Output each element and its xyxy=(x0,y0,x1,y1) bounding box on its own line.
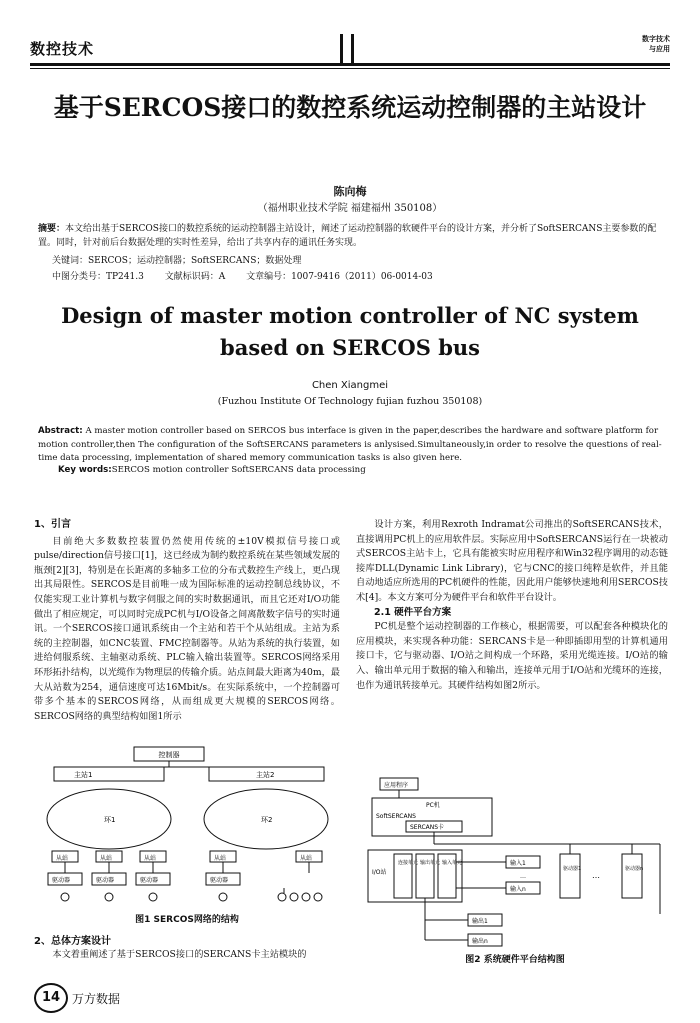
fig1-slave-label: 从站 xyxy=(214,855,227,862)
figure1-caption: 图1 SERCOS网络的结构 xyxy=(135,915,239,925)
fig2-io-label: I/O站 xyxy=(372,869,387,876)
fig1-driver-label: 驱动器 xyxy=(140,877,159,884)
subsection-2-1-heading: 2.1 硬件平台方案 xyxy=(374,606,452,618)
logo-line-2: 与应用 xyxy=(649,45,670,53)
header-bars-decoration xyxy=(340,34,354,64)
fig2-io-box xyxy=(368,850,462,902)
right-paragraph-2: PC机是整个运动控制器的工作核心，根据需要，可以配套各种模块化的应用模块，来实现各种功能：SERCANS卡是一种即插即用型的计算机通用接口卡，它与驱动器、I/O站之间构成一个环路，采用光缆连接。I/O站的输入、输出单元用于数据的输入和输出，连接单元用于I/O站和光缆环的连接，也作为通讯转接单元。其硬件结构如图2所示。 xyxy=(356,621,668,691)
fig1-master1-label: 主站1 xyxy=(74,771,93,779)
abstract-en xyxy=(38,425,664,466)
paper-title-cn: 基于SERCOS接口的数控系统运动控制器的主站设计 xyxy=(53,93,647,122)
left-column xyxy=(34,518,340,724)
fig1-driver-label: 驱动器 xyxy=(96,877,115,884)
fig2-app-label: 应用程序 xyxy=(384,782,409,789)
fig2-out-unit-label: 输出单元 xyxy=(420,860,441,866)
fig1-driver-label: 驱动器 xyxy=(52,877,71,884)
paper-title-en: Design of master motion controller of NC system based on SERCOS bus xyxy=(61,303,639,360)
figure1-sercos-network xyxy=(34,738,340,928)
keywords-cn-text: SERCOS；运动控制器；SoftSERCANS；数据处理 xyxy=(88,256,302,266)
fig1-ring2-label: 环2 xyxy=(261,816,273,824)
clc-number: 中图分类号：TP241.3 xyxy=(52,272,144,282)
fig1-controller-label: 控制器 xyxy=(158,751,180,759)
logo-line-1: 数字技术 xyxy=(642,35,670,43)
fig1-slave-label: 从站 xyxy=(56,855,69,862)
figure2-hardware-platform xyxy=(360,774,670,954)
journal-logo xyxy=(612,34,670,64)
fig2-drv1-label: 驱动器1 xyxy=(563,866,582,872)
affiliation-cn: （福州职业技术学院 福建福州 350108） xyxy=(257,203,443,214)
keywords-cn-label: 关键词： xyxy=(52,256,89,266)
section1-heading: 1、引言 xyxy=(34,519,71,530)
author-en: Chen Xiangmei xyxy=(311,380,389,391)
fig1-ring1-label: 环1 xyxy=(104,816,116,824)
header-rule-thin xyxy=(30,68,670,69)
fig2-outn-label: 输出n xyxy=(472,938,488,945)
fig2-hdots: … xyxy=(592,871,600,880)
article-number: 文章编号：1007-9416（2011）06-0014-03 xyxy=(246,272,433,282)
fig2-in1-label: 输入1 xyxy=(510,860,526,867)
fig1-master1-box xyxy=(54,767,164,781)
fig1-master2-label: 主站2 xyxy=(256,771,275,779)
fig2-soft-label: SoftSERCANS xyxy=(376,813,416,820)
keywords-en-text: SERCOS motion controller SoftSERCANS data processing xyxy=(111,465,366,475)
abstract-en-label: Abstract: xyxy=(38,426,83,436)
fig1-slave-label: 从站 xyxy=(144,855,157,862)
right-column xyxy=(356,518,668,693)
keywords-en-label: Key words: xyxy=(58,465,112,475)
fig2-drvn-box xyxy=(622,854,642,898)
page-number: 14 xyxy=(34,983,68,1013)
fig2-drv1-box xyxy=(560,854,580,898)
keywords-en xyxy=(58,465,366,475)
affiliation-en: (Fuzhou Institute Of Technology fujian fuzhou 350108) xyxy=(217,396,483,407)
fig2-in-unit-label: 输入单元 xyxy=(442,860,463,866)
right-paragraph-1: 设计方案，利用Rexroth Indramat公司推出的SoftSERCANS技术，直接调用PC机上的应用软件层。实际应用中SoftSERCANS运行在一块被动式SERCOS主站卡上，它具有能被实时应用程序和Win32程序调用的动态链接库DLL(Dynamic Link Library)，它与CNC的接口纯粹是软件，并且能自动地适应所选用的PC机硬件的性能，因此用户能够快速地利用SERCOS技术[4]。本文方案可分为硬件平台和软件平台设计。 xyxy=(356,519,668,603)
abstract-cn-label: 摘要： xyxy=(38,224,66,234)
abstract-en-text: A master motion controller based on SERCOS bus interface is given in the paper,describes the hardware and software platform for motion controller,then The configuration of the SoftSERCANS parameters is anlysised.Simultaneously,in order to resolve the questions of real-time data processing, implementation of shared memory communication tasks is also given here. xyxy=(38,426,662,463)
fig2-card-label: SERCANS卡 xyxy=(410,824,445,831)
fig2-vdots: … xyxy=(520,873,526,880)
keywords-cn xyxy=(52,253,301,266)
document-code: 文献标识码：A xyxy=(164,272,226,282)
fig2-out1-label: 输出1 xyxy=(472,918,488,925)
section1-paragraph: 目前绝大多数数控装置仍然使用传统的±10V模拟信号接口或pulse/direction信号接口[1]，这已经成为制约数控系统在某些领域发展的瓶颈[2][3]，特别是在长距离的多轴多工位的分布式数控生产线上，更凸现出其局限性。SERCOS是目前唯一成为国际标准的运动控制总线协议，不仅能实现工业计算机与数字伺服之间的实时数据通讯，而且它还对I/O功能做出了相应规定，可以同时完成PC机与I/O设备之间离散数字信号的实时通讯。一个SERCOS接口通讯系统由一个主站和若干个从站组成。主站为系统的主控制器，如CNC装置、FMC控制器等。从站为系统的执行装置，如进给伺服系统、主轴驱动系统、PLC输入输出装置等。SERCOS网络采用环形拓扑结构，以光缆作为物理层的传输介质。站点间最大距离为40m，最大从站数为254，通信速度可达16Mbit/s。在实际系统中，一个控制器可带多个基本的SERCOS网络，从而组成更大规模的SERCOS网络。SERCOS网络的典型结构如图1所示 xyxy=(34,535,340,722)
fig2-drvn-label: 驱动器n xyxy=(625,866,644,872)
section2-heading: 2、总体方案设计 xyxy=(34,936,111,947)
fig1-slave-label: 从站 xyxy=(100,855,113,862)
header-rule-thick xyxy=(30,63,670,66)
abstract-cn-text: 本文给出基于SERCOS接口的数控系统的运动控制器主站设计，阐述了运动控制器的软硬件平台的设计方案，并分析了SoftSERCANS主要参数的配置。同时，针对前后台数据处理的实时性差异，给出了共享内存的通讯任务实现。 xyxy=(38,224,657,248)
author-cn: 陈向梅 xyxy=(333,185,367,198)
fig2-conn-label: 连接单元 xyxy=(398,860,419,866)
journal-section: 数控技术 xyxy=(30,40,95,58)
fig1-slaves-right xyxy=(206,851,322,901)
fig1-slaves-left xyxy=(48,851,170,901)
abstract-cn xyxy=(38,222,664,250)
section2-paragraph: 本文着重阐述了基于SERCOS接口的SERCANS卡主站模块的 xyxy=(52,949,307,960)
classification-row xyxy=(52,269,451,282)
fig1-driver-label: 驱动器 xyxy=(210,877,229,884)
fig2-pc-label: PC机 xyxy=(426,802,440,809)
fig1-slave-label: 从站 xyxy=(300,855,313,862)
source-watermark: 万方数据 xyxy=(72,992,121,1006)
figure2-caption: 图2 系统硬件平台结构图 xyxy=(465,955,565,965)
fig2-inn-label: 输入n xyxy=(510,886,526,893)
